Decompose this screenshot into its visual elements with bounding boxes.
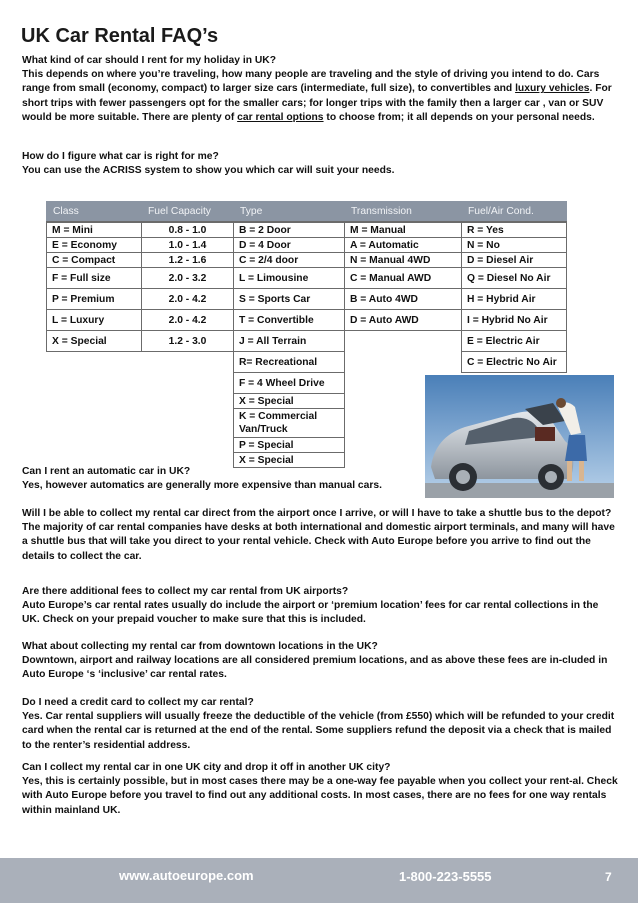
faq-question: Will I be able to collect my rental car direct from the airport once I arrive, or will I have to take a shuttle bus to the depot? (22, 508, 612, 519)
faq-answer: The majority of car rental companies have desks at both international and domestic airport terminals, and many will have a shuttle bus that will take you direct to your rental vehicle. Check with Auto Europe before you arrive to find out the details to collect the car. (22, 522, 615, 562)
faq-item (22, 507, 618, 564)
faq-answer: Yes, this is certainly possible, but in most cases there may be a one-way fee payable when you collect your rent-al. Check with Auto Europe before you travel to find out any additional costs. In most cases, there are no fees for one way rentals within mainland UK. (22, 776, 618, 816)
table-row (47, 238, 567, 253)
table-cell: C = Electric No Air (462, 352, 567, 373)
table-row (47, 289, 567, 310)
website-link[interactable]: www.autoeurope.com (119, 868, 254, 883)
table-cell: X = Special (234, 453, 345, 468)
col-header: Transmission (345, 202, 462, 223)
table-cell: 1.2 - 3.0 (142, 331, 234, 352)
table-cell: 1.2 - 1.6 (142, 253, 234, 268)
answer-text: to choose from; it all depends on your personal needs. (323, 111, 595, 123)
table-cell: P = Special (234, 438, 345, 453)
faq-answer: Yes, however automatics are generally more expensive than manual cars. (22, 480, 382, 492)
col-header: Class (47, 202, 142, 223)
table-row (47, 253, 567, 268)
table-cell: 2.0 - 4.2 (142, 310, 234, 331)
faq-item (22, 54, 618, 125)
table-cell-empty (142, 438, 234, 453)
table-cell: C = 2/4 door (234, 253, 345, 268)
table-cell-empty (142, 352, 234, 373)
table-row (47, 222, 567, 238)
table-cell: P = Premium (47, 289, 142, 310)
table-cell: Q = Diesel No Air (462, 268, 567, 289)
faq-question: What about collecting my rental car from downtown locations in the UK? (22, 641, 378, 652)
table-cell: 2.0 - 4.2 (142, 289, 234, 310)
faq-question: Do I need a credit card to collect my car rental? (22, 697, 254, 708)
table-cell: D = Diesel Air (462, 253, 567, 268)
table-cell: A = Automatic (345, 238, 462, 253)
table-cell-empty (47, 352, 142, 373)
table-cell: 2.0 - 3.2 (142, 268, 234, 289)
faq-item (22, 585, 618, 628)
table-cell: N = Manual 4WD (345, 253, 462, 268)
faq-answer: Downtown, airport and railway locations are all considered premium locations, and as above these fees are in-cluded in Auto Europe ‘s ‘inclusive’ car rental rates. (22, 655, 608, 681)
faq-answer: You can use the ACRISS system to show you which car will suit your needs. (22, 165, 395, 177)
table-cell-empty (345, 352, 462, 373)
table-cell: B = 2 Door (234, 222, 345, 238)
luxury-vehicles-link[interactable]: luxury vehicles (515, 83, 590, 95)
faq-item (22, 761, 618, 818)
table-cell: K = Commercial Van/Truck (234, 409, 345, 438)
table-cell: N = No (462, 238, 567, 253)
faq-question: Can I collect my rental car in one UK city and drop it off in another UK city? (22, 762, 391, 773)
faq-answer: Yes. Car rental suppliers will usually freeze the deductible of the vehicle (from £550) which will be refunded to your credit card when the rental car is returned at the end of the rental. Some suppliers refund the deposit via a check that is mailed to the renter’s residential address. (22, 711, 615, 751)
faq-item (22, 465, 618, 493)
table-cell: T = Convertible (234, 310, 345, 331)
table-cell: M = Manual (345, 222, 462, 238)
table-cell: X = Special (234, 394, 345, 409)
table-cell: L = Limousine (234, 268, 345, 289)
table-cell-empty (142, 394, 234, 409)
table-row (47, 310, 567, 331)
table-cell: I = Hybrid No Air (462, 310, 567, 331)
table-cell: E = Electric Air (462, 331, 567, 352)
table-cell-empty (47, 438, 142, 453)
faq-question: How do I figure what car is right for me? (22, 151, 219, 162)
table-cell-empty (47, 409, 142, 438)
faq-item (22, 640, 618, 683)
answer-text: This depends on where you’re traveling, how many people are traveling and the style of driving you intend to do. Cars range from small (economy, compact) to larger size cars (intermediate, full size), to convertibles and (22, 69, 600, 95)
col-header: Fuel/Air Cond. (462, 202, 567, 223)
table-cell: R = Yes (462, 222, 567, 238)
table-cell: S = Sports Car (234, 289, 345, 310)
table-cell-empty (142, 409, 234, 438)
faq-answer (22, 68, 618, 125)
faq-question: Can I rent an automatic car in UK? (22, 466, 191, 477)
table-cell: F = Full size (47, 268, 142, 289)
table-cell: D = 4 Door (234, 238, 345, 253)
table-cell: E = Economy (47, 238, 142, 253)
table-cell: C = Manual AWD (345, 268, 462, 289)
car-rental-options-link[interactable]: car rental options (237, 111, 324, 123)
faq-item (22, 696, 618, 753)
table-cell: X = Special (47, 331, 142, 352)
page-number: 7 (605, 870, 612, 884)
table-cell: C = Compact (47, 253, 142, 268)
table-cell: F = 4 Wheel Drive (234, 373, 345, 394)
table-cell: D = Auto AWD (345, 310, 462, 331)
page-title: UK Car Rental FAQ’s (21, 25, 219, 47)
faq-item (22, 150, 618, 178)
table-cell: R= Recreational (234, 352, 345, 373)
table-header-row (47, 202, 567, 223)
table-cell-empty (345, 331, 462, 352)
table-row (47, 352, 567, 373)
table-cell: L = Luxury (47, 310, 142, 331)
table-cell: J = All Terrain (234, 331, 345, 352)
table-cell: M = Mini (47, 222, 142, 238)
table-cell-empty (142, 373, 234, 394)
faq-answer: Auto Europe’s car rental rates usually do include the airport or ‘premium location’ fees for car rental collections in the UK. Check on your prepaid voucher to make sure that this is included. (22, 600, 599, 626)
faq-question: What kind of car should I rent for my holiday in UK? (22, 55, 277, 66)
col-header: Type (234, 202, 345, 223)
answer-text: . For short trips with fewer passengers opt for the smaller cars; for longer trips with the family then a larger car , van or SUV would be more suitable. There are plenty of (22, 83, 612, 123)
table-cell: 0.8 - 1.0 (142, 222, 234, 238)
table-cell-empty (47, 394, 142, 409)
table-cell-empty (47, 373, 142, 394)
table-row (47, 268, 567, 289)
table-cell: H = Hybrid Air (462, 289, 567, 310)
table-row (47, 331, 567, 352)
table-cell: B = Auto 4WD (345, 289, 462, 310)
phone-number: 1-800-223-5555 (399, 869, 492, 884)
faq-question: Are there additional fees to collect my car rental from UK airports? (22, 586, 349, 597)
table-cell: 1.0 - 1.4 (142, 238, 234, 253)
footer-bar (0, 858, 638, 903)
col-header: Fuel Capacity (142, 202, 234, 223)
